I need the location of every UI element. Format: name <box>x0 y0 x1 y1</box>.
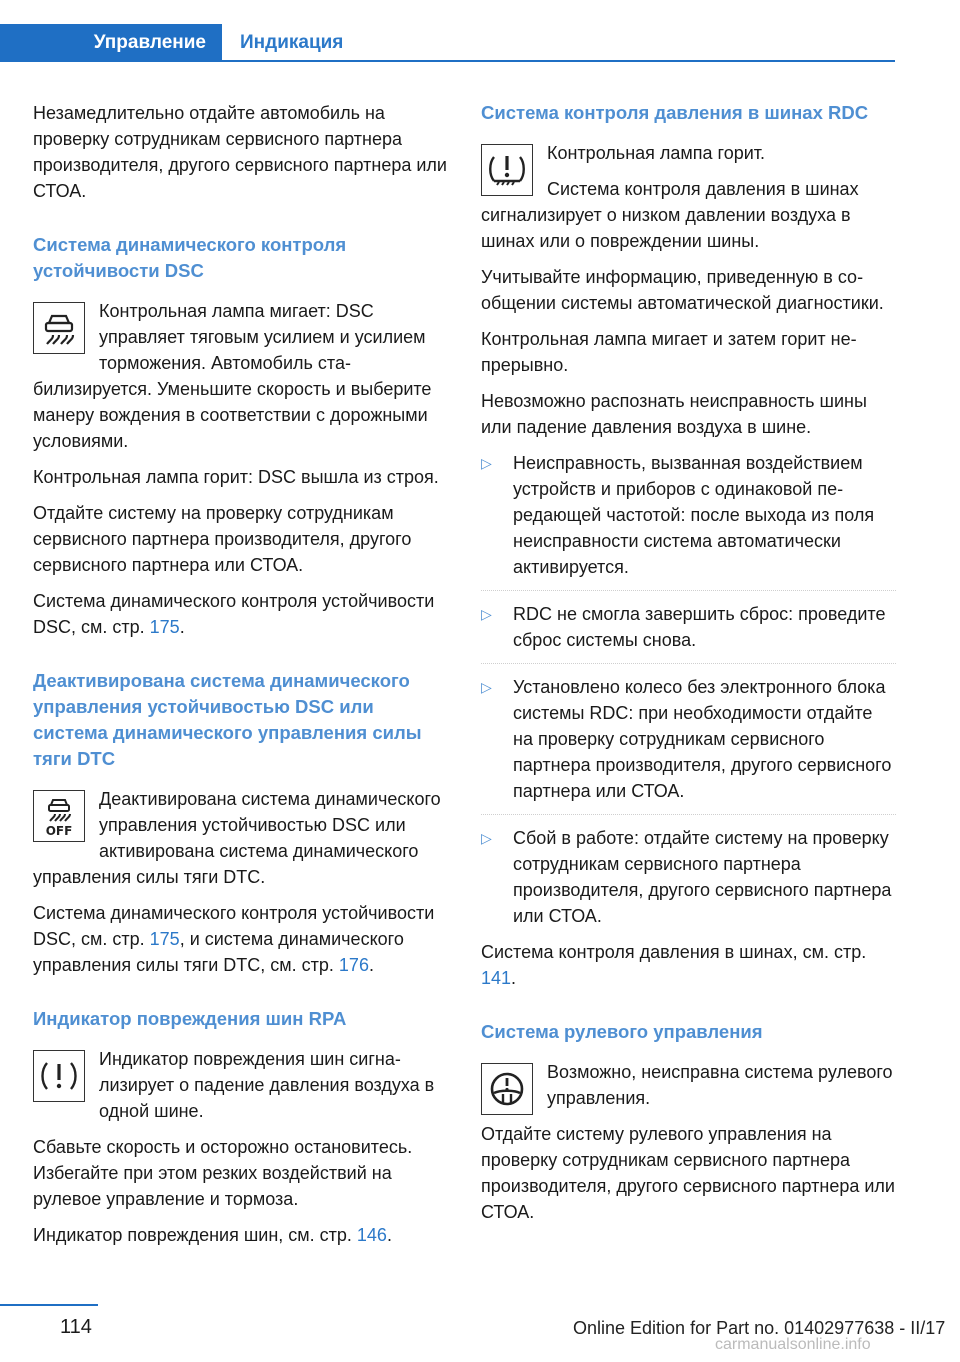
rpa-p1: Индикатор повреждения шин сигнализирует о падение давления воздуха в одной шине. <box>99 1049 435 1121</box>
tab-display[interactable]: Индикация <box>240 31 344 53</box>
list-item: ▷ Неисправность, вызванная воздействием устройств и приборов с одинаковой передающей частотой: после выхода из поля неисправности система автоматически активируется. <box>481 450 896 591</box>
dtc-p2: Система динамического контроля устойчивости DSC, см. стр. 175, и система динамического управления силы тяги DTC, см. стр. 176. <box>33 903 435 975</box>
dsc-p3: Отдайте систему на проверку сотрудникам сервисного партнера производителя, другого сервисного партнера или СТОА. <box>33 503 412 575</box>
rdc-heading: Система контроля давления в шинах RDC <box>481 102 869 123</box>
rdc-p1: Контрольная лампа горит. <box>547 143 766 163</box>
intro-paragraph: Незамедлительно отдайте автомобиль на проверку сотрудникам сервисного партнера производителя, другого сервисного партнера или СТОА. <box>33 103 447 201</box>
rpa-block <box>33 1046 448 1124</box>
dtc-block <box>33 786 448 890</box>
footer-divider <box>0 1304 98 1306</box>
rdc-p3: Учитывайте информацию, приведенную в сообщении системы автоматической диагностики. <box>481 267 884 313</box>
steering-heading: Система рулевого управления <box>481 1021 763 1042</box>
rdc-block <box>481 140 896 254</box>
header-tabs <box>0 24 895 61</box>
list-item: ▷ Установлено колесо без электронного блока системы RDC: при необходимости отдайте на проверку сотрудникам сервисного партнера производителя, другого сервисного партнера или СТОА. <box>481 674 896 815</box>
triangle-bullet-icon: ▷ <box>481 606 492 622</box>
triangle-bullet-icon: ▷ <box>481 455 492 471</box>
triangle-bullet-icon: ▷ <box>481 679 492 695</box>
dtc-page-link[interactable]: 176 <box>338 955 369 975</box>
page-number: 114 <box>60 1316 92 1338</box>
dtc-heading: Деактивирована система динамического управления устойчивостью DSC или система динамического управления силы тяги DTC <box>33 670 422 769</box>
rpa-p3: Индикатор повреждения шин, см. стр. 146. <box>33 1225 392 1245</box>
dsc-off-icon <box>33 790 85 842</box>
dsc-p4: Система динамического контроля устойчивости DSC, см. стр. 175. <box>33 591 435 637</box>
rpa-p2: Сбавьте скорость и осторожно остановитесь. Избегайте при этом резких воздействий на рулевое управление и тормоза. <box>33 1137 413 1209</box>
rdc-p2: Система контроля давления в шинах сигнализирует о низком давлении воздуха в шинах или о повреждении шины. <box>481 179 859 251</box>
rdc-p6: Система контроля давления в шинах, см. стр. 141. <box>481 942 867 988</box>
dsc-skid-icon <box>33 302 85 354</box>
steering-p2: Отдайте систему рулевого управления на проверку сотрудникам сервисного партнера производителя, другого сервисного партнера или СТОА. <box>481 1124 895 1222</box>
triangle-bullet-icon: ▷ <box>481 830 492 846</box>
edition-info: Online Edition for Part no. 01402977638 - II/17 <box>573 1318 946 1338</box>
dsc-page-link[interactable]: 175 <box>149 617 180 637</box>
steering-warning-icon <box>481 1063 533 1115</box>
dsc-block <box>33 298 448 454</box>
list-item: ▷ Сбой в работе: отдайте систему на проверку сотрудникам сервисного партнера производителя, другого сервисного партнера или СТОА. <box>481 825 896 929</box>
rdc-p4: Контрольная лампа мигает и затем горит непрерывно. <box>481 329 857 375</box>
off-label: OFF <box>45 824 73 837</box>
rpa-heading: Индикатор повреждения шин RPA <box>33 1008 347 1029</box>
tab-control[interactable]: Управление <box>0 24 222 61</box>
rdc-page-link[interactable]: 141 <box>481 968 512 988</box>
rpa-page-link[interactable]: 146 <box>356 1225 387 1245</box>
header-divider <box>0 60 895 62</box>
dsc-p2: Контрольная лампа горит: DSC вышла из строя. <box>33 467 439 487</box>
tire-warning-icon <box>33 1050 85 1102</box>
dsc-page-link-2[interactable]: 175 <box>149 929 180 949</box>
left-column <box>33 100 448 1258</box>
dsc-p1: Контрольная лампа мигает: DSC управляет тяговым усилием и усилием торможения. Автомобиль стабилизируется. Уменьшите скорость и выберите манеру вождения в соответствии с дорожными условиями. <box>33 301 432 451</box>
tire-pressure-icon <box>481 144 533 196</box>
dsc-heading: Система динамического контроля устойчивости DSC <box>33 234 347 281</box>
watermark: carmanualsonline.info <box>715 1336 871 1353</box>
steering-p1: Возможно, неисправна система рулевого управления. <box>547 1062 893 1108</box>
dtc-p1: Деактивирована система динамического управления устойчивостью DSC или активирована система динамического управления силы тяги DTC. <box>33 789 441 887</box>
list-item: ▷ RDC не смогла завершить сброс: проведите сброс системы снова. <box>481 601 896 664</box>
steering-block <box>481 1059 896 1225</box>
rdc-bullet-list <box>481 450 896 929</box>
right-column <box>481 100 896 1235</box>
rdc-p5: Невозможно распознать неисправность шины или падение давления воздуха в шине. <box>481 391 867 437</box>
